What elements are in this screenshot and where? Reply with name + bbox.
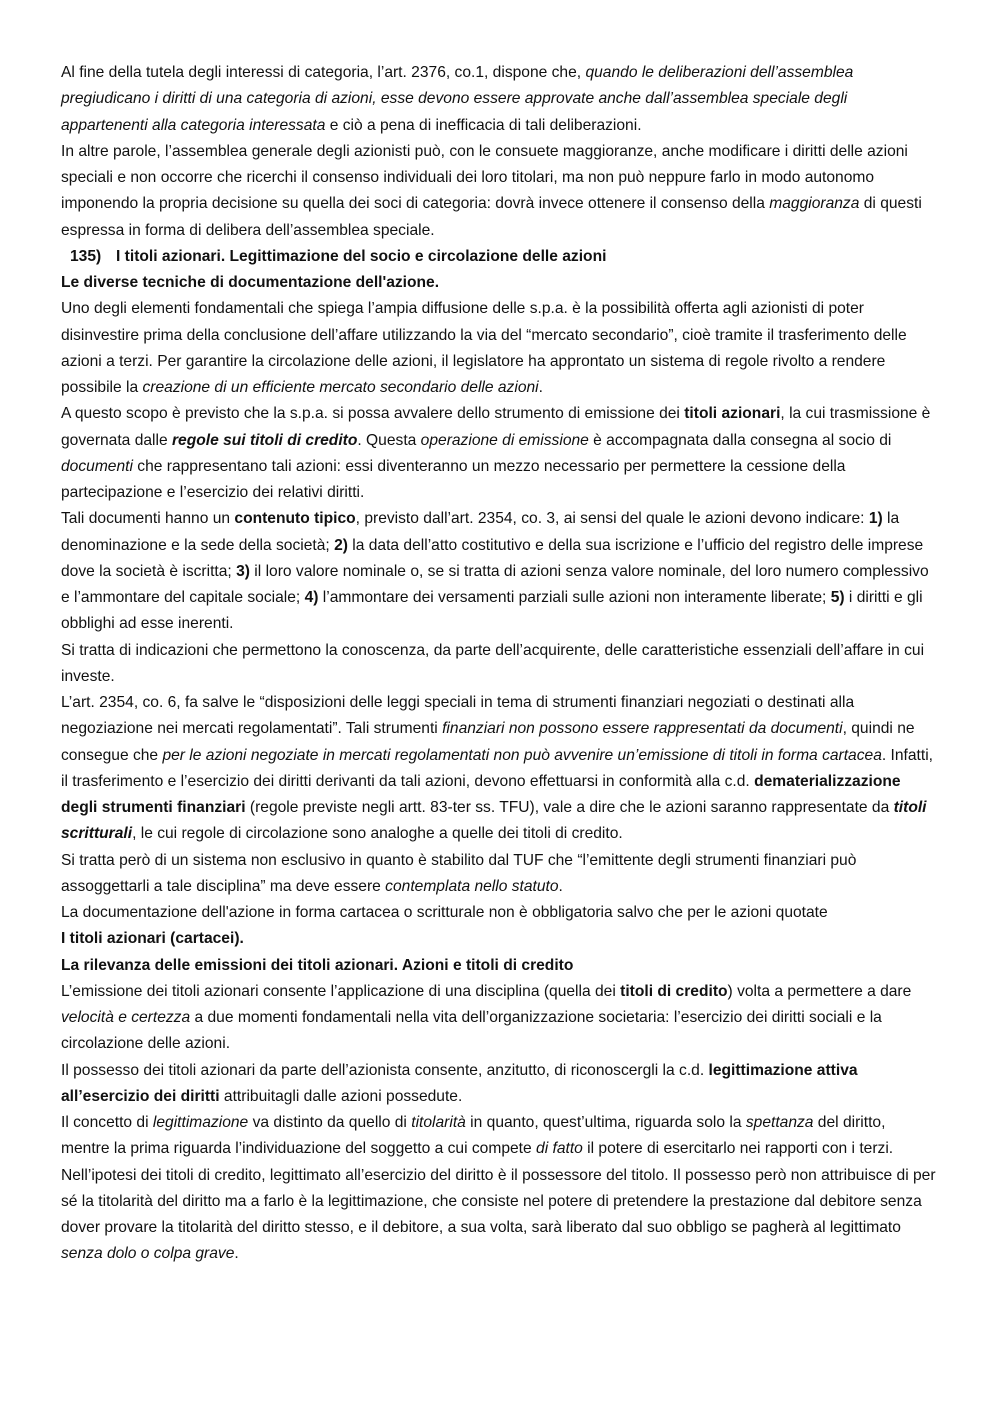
text-run: Si tratta però di un sistema non esclusivo in quanto è stabilito dal TUF che “l’emittente degli strumenti finanziari può assoggettarli a tale disciplina” ma deve essere [61, 851, 857, 895]
text-run: è accompagnata dalla consegna al socio di [588, 431, 892, 449]
text-run: I titoli azionari (cartacei). [61, 930, 244, 948]
text-run: Le diverse tecniche di documentazione dell'azione. [61, 274, 440, 291]
body-paragraph [61, 848, 938, 901]
text-run: velocità e certezza [61, 1009, 191, 1026]
text-run: . [234, 1245, 239, 1263]
text-run: , quindi ne consegue che [61, 720, 915, 764]
text-run: . Infatti, il trasferimento e l’esercizio dei diritti derivanti da tali azioni, devono effettuarsi in conformità alla c.d. [61, 746, 934, 790]
text-run: . [558, 877, 563, 895]
text-run: senza dolo o colpa grave [61, 1245, 235, 1263]
body-paragraph [61, 1110, 938, 1163]
text-run: e ciò a pena di inefficacia di tali deliberazioni. [325, 116, 642, 134]
body-paragraph [61, 139, 938, 244]
text-run: il loro valore nominale o, se si tratta di azioni senza valore nominale, del loro numero complessivo e l’ammontare del capitale sociale; [61, 562, 929, 606]
sub-heading [61, 953, 938, 979]
text-run: a due momenti fondamentali nella vita dell’organizzazione societaria: l’esercizio dei diritti sociali e la circolazione delle azioni. [61, 1009, 882, 1053]
text-run: . [538, 379, 543, 396]
text-run: 3) [236, 562, 250, 580]
text-run: 1) [868, 510, 883, 528]
text-run: attribuitagli dalle azioni possedute. [219, 1087, 463, 1105]
text-run: Il possesso dei titoli azionari da parte dell’azionista consente, anzitutto, di riconoscergli la c.d. [61, 1061, 709, 1079]
text-run: legittimazione [152, 1114, 249, 1131]
text-run: creazione di un efficiente mercato secondario delle azioni [142, 379, 539, 396]
text-run: spettanza [745, 1114, 814, 1131]
text-run: in quanto, quest’ultima, riguarda solo la [465, 1114, 746, 1131]
body-paragraph [61, 1163, 938, 1268]
text-run: L’emissione dei titoli azionari consente l’applicazione di una disciplina (quella dei [61, 982, 621, 1000]
text-run: , la cui trasmissione è governata dalle [61, 405, 931, 449]
text-run: di fatto [536, 1140, 583, 1158]
text-run: A questo scopo è previsto che la s.p.a. si possa avvalere dello strumento di emissione dei [61, 405, 685, 423]
text-run: i diritti e gli obblighi ad esse inerenti. [61, 589, 923, 633]
body-paragraph [61, 638, 938, 691]
text-run: titoli scritturali [61, 799, 927, 843]
text-run: la denominazione e la sede della società; [61, 510, 900, 554]
section-heading [61, 244, 938, 270]
text-run: la data dell’atto costitutivo e della sua iscrizione e l’ufficio del registro delle imprese dove la società è iscritta; [61, 536, 924, 580]
text-run: che rappresentano tali azioni: essi diventeranno un mezzo necessario per permettere la cessione della partecipazione e l’esercizio dei relativi diritti. [61, 457, 846, 501]
text-run: operazione di emissione [420, 431, 589, 449]
text-run: legittimazione attiva all’esercizio dei diritti [61, 1061, 858, 1105]
text-run: Uno degli elementi fondamentali che spiega l’ampia diffusione delle s.p.a. è la possibilità offerta agli azionisti di poter disinvestire prima della conclusione dell’affare utilizzando la via del “mercato secondario”, cioè tramite il trasferimento delle azioni a terzi. Per garantire la circolazione delle azioni, il legislatore ha approntato un sistema di regole rivolto a rendere possibile la [61, 300, 907, 396]
section-number: 135) [70, 247, 102, 265]
body-paragraph [61, 1058, 938, 1111]
text-run: contemplata nello statuto [385, 877, 559, 895]
text-run: Il concetto di [61, 1114, 153, 1131]
text-run: l’ammontare dei versamenti parziali sulle azioni non interamente liberate; [318, 589, 831, 606]
text-run: ) volta a permettere a dare [727, 982, 912, 1000]
body-paragraph [61, 296, 938, 401]
text-run: In altre parole, l’assemblea generale degli azionisti può, con le consuete maggioranze, anche modificare i diritti delle azioni speciali e non occorre che ricerchi il consenso individuali dei loro titolari, ma non può neppure farlo in modo autonomo imponendo la propria decisione su quella dei soci di categoria: dovrà invece ottenere il consenso della [61, 142, 908, 213]
text-run: I titoli azionari. Legittimazione del socio e circolazione delle azioni [116, 247, 607, 265]
text-run: regole sui titoli di credito [171, 431, 358, 449]
text-run: L’art. 2354, co. 6, fa salve le “disposizioni delle leggi speciali in tema di strumenti finanziari negoziati o destinati alla negoziazione nei mercati regolamentati”. Tali strumenti [61, 694, 855, 738]
text-run: per le azioni negoziate in mercati regolamentati non può avvenire un’emissione di titoli in forma cartacea [162, 746, 882, 764]
text-run: 2) [334, 536, 348, 554]
text-run: titolarità [411, 1114, 466, 1131]
sub-heading [61, 926, 938, 952]
text-run: Tali documenti hanno un [61, 510, 235, 528]
body-paragraph [61, 506, 938, 637]
text-run: titoli azionari [684, 405, 781, 423]
text-run: La rilevanza delle emissioni dei titoli azionari. Azioni e titoli di credito [61, 956, 574, 974]
text-run: documenti [61, 457, 133, 475]
body-paragraph [61, 979, 938, 1058]
text-run: il potere di esercitarlo nei rapporti con i terzi. [582, 1140, 894, 1158]
text-run: . Questa [357, 431, 421, 449]
sub-heading [61, 270, 938, 296]
text-run: (regole previste negli artt. 83-ter ss. TFU), vale a dire che le azioni saranno rappresentate da [245, 799, 894, 816]
body-paragraph [61, 900, 938, 926]
text-run: Nell’ipotesi dei titoli di credito, legittimato all’esercizio del diritto è il possessore del titolo. Il possesso però non attribuisce di per sé la titolarità del diritto ma a farlo è la legittimazione, che consiste nel potere di pretendere la prestazione dal debitore senza dover provare la titolarità del diritto stesso, e il debitore, a sua volta, sarà liberato dal suo obbligo se pagherà al legittimato [61, 1166, 936, 1236]
body-paragraph [61, 401, 938, 506]
text-run: , le cui regole di circolazione sono analoghe a quelle dei titoli di credito. [132, 825, 623, 843]
text-run: del diritto, mentre la prima riguarda l’individuazione del soggetto a cui compete [61, 1114, 886, 1158]
text-run: Si tratta di indicazioni che permettono la conoscenza, da parte dell’acquirente, delle caratteristiche essenziali dell’affare in cui investe. [61, 641, 925, 685]
body-paragraph [61, 690, 938, 848]
text-run: va distinto da quello di [248, 1114, 412, 1131]
text-run: maggioranza [769, 195, 860, 213]
text-run: contenuto tipico [234, 510, 356, 528]
text-run: dematerializzazione degli strumenti finanziari [61, 772, 901, 816]
text-run: , previsto dall’art. 2354, co. 3, ai sensi del quale le azioni devono indicare: [355, 510, 869, 528]
text-run: 4) [304, 589, 319, 606]
body-paragraph [61, 60, 938, 139]
text-run: La documentazione dell'azione in forma cartacea o scritturale non è obbligatoria salvo che per le azioni quotate [61, 904, 828, 921]
text-run: 5) [830, 589, 845, 606]
text-run: finanziari non possono essere rappresentati da documenti [442, 720, 843, 738]
text-run: di questi espressa in forma di delibera dell’assemblea speciale. [61, 195, 922, 239]
text-run: quando le deliberazioni dell’assemblea pregiudicano i diritti di una categoria di azioni, esse devono essere approvate anche dall’assemblea speciale degli appartenenti alla categoria interessata [61, 64, 854, 134]
text-run: titoli di credito [620, 982, 728, 1000]
text-run: Al fine della tutela degli interessi di categoria, l’art. 2376, co.1, dispone che, [61, 64, 586, 81]
